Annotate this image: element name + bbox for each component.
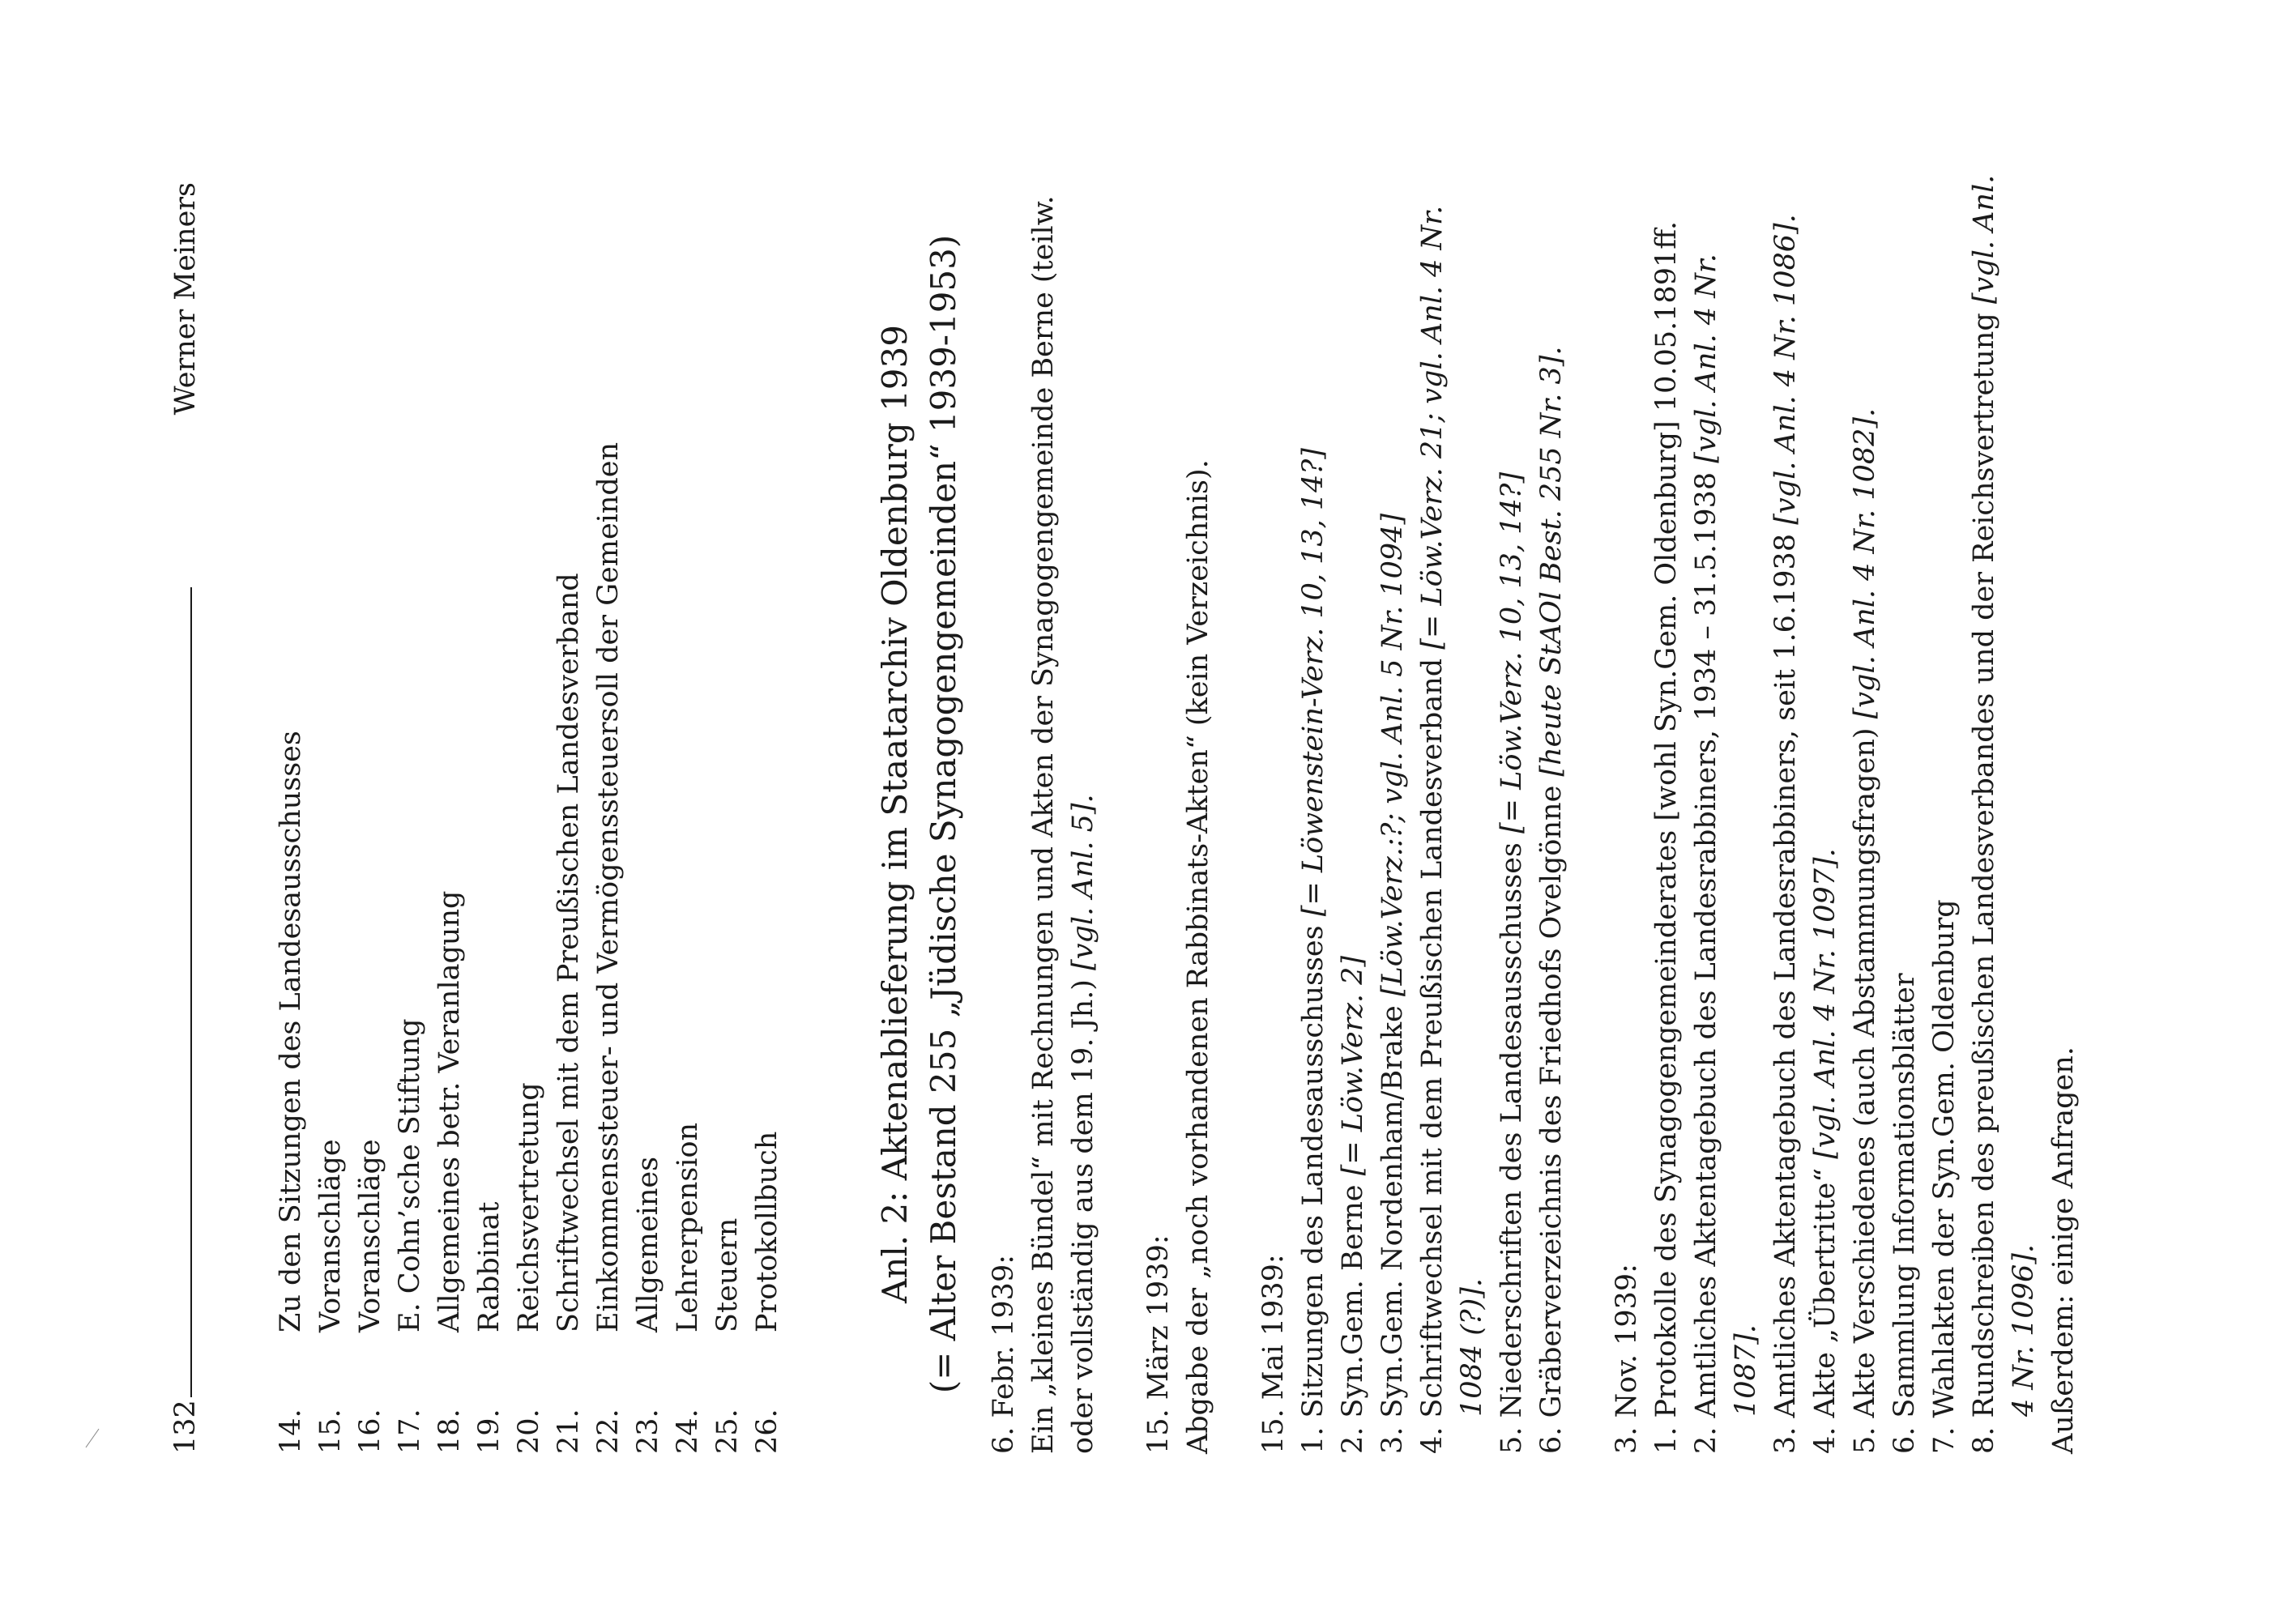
item-number: 24.	[672, 1409, 704, 1454]
delivery-date: 15. März 1939:	[1142, 1234, 1175, 1454]
item-title: Lehrerpension	[672, 1122, 704, 1332]
delivery-description	[1024, 174, 1103, 1454]
list-item	[1373, 174, 1413, 1454]
cross-reference: [= Löw.Verz. 10, 13, 14?]	[1496, 471, 1528, 833]
header-rule	[190, 587, 192, 1397]
file-list	[271, 174, 787, 1454]
section-heading	[871, 174, 968, 1454]
list-item	[1806, 174, 1846, 1454]
list-item	[470, 174, 510, 1454]
list-item	[390, 174, 430, 1454]
item-title: Einkommenssteuer- und Vermögenssteuersoll der Gemeinden	[592, 441, 625, 1332]
delivery-description: Abgabe der „noch vorhandenen Rabbinats-Akten“ (kein Verzeichnis).	[1182, 459, 1214, 1454]
rotated-page-content	[166, 174, 2110, 1454]
page-number: 132	[169, 1400, 202, 1454]
item-title: Allgemeines	[632, 1156, 664, 1332]
list-item	[589, 174, 629, 1454]
item-number: 18.	[433, 1409, 466, 1454]
list-item	[1647, 174, 1687, 1454]
delivery-nov-1939	[1607, 174, 2084, 1454]
item-text: 2. Amtliches Aktentagebuch des Landesrabbiners, 1934 – 31.5.1938	[1690, 463, 1722, 1454]
cross-reference: [vgl. Anl. 4 Nr. 1096].	[1968, 174, 2040, 1417]
cross-reference: [= Löwenstein-Verz. 10, 13, 14?]	[1297, 448, 1329, 917]
item-number: 14.	[275, 1409, 307, 1454]
list-item	[629, 174, 668, 1454]
item-number: 15.	[314, 1409, 347, 1454]
running-head-author: Werner Meiners	[169, 182, 202, 416]
item-title: E. Cohn’sche Stiftung	[394, 1018, 426, 1332]
list-item	[1492, 174, 1532, 1454]
item-title: Allgemeines betr. Veranlagung	[433, 890, 466, 1332]
item-text: 2. Syn.Gem. Berne	[1337, 1175, 1369, 1454]
cross-reference: [heute StAOl Best. 255 Nr. 3].	[1535, 346, 1568, 777]
item-title: Reichsvertretung	[513, 1082, 545, 1332]
list-item	[1885, 174, 1925, 1454]
list-item	[549, 174, 589, 1454]
list-item	[311, 174, 351, 1454]
cross-reference: [Löw.Verz.:?; vgl. Anl. 5 Nr. 1094]	[1376, 513, 1409, 997]
delivery-may-1939	[1254, 174, 1572, 1454]
item-text: 4. Schriftwechsel mit dem Preußischen Landesverband	[1416, 649, 1449, 1454]
item-title: Voranschläge	[354, 1139, 386, 1332]
item-title: Protokollbuch	[751, 1131, 783, 1332]
list-item	[510, 174, 549, 1454]
delivery-date: 3. Nov. 1939:	[1611, 1264, 1643, 1454]
list-item	[1334, 174, 1373, 1454]
list-item	[748, 174, 787, 1454]
item-text: 5. Niederschriften des Landesausschusses	[1496, 833, 1528, 1454]
item-text: 4. Akte „Übertritte“	[1809, 1158, 1841, 1454]
item-title: Steuern	[711, 1217, 744, 1332]
item-number: 22.	[592, 1409, 625, 1454]
item-text: 5. Akte Verschiedenes (auch Abstammungsfragen)	[1849, 718, 1881, 1454]
item-text: 7. Wahlakten der Syn.Gem. Oldenburg	[1928, 899, 1961, 1454]
item-number: 20.	[513, 1409, 545, 1454]
item-text: 6. Sammlung Informationsblätter	[1888, 973, 1921, 1454]
list-item	[708, 174, 748, 1454]
cross-reference: [vgl. Anl. 4 Nr. 1087].	[1690, 254, 1762, 1417]
item-title: Rabbinat	[473, 1201, 506, 1332]
cross-reference: [vgl. Anl. 4 Nr. 1086].	[1769, 214, 1802, 525]
item-text: 1. Sitzungen des Landesausschusses	[1297, 916, 1329, 1454]
pencil-mark	[86, 1429, 100, 1448]
item-text: 6. Gräberverzeichnis des Friedhofs Ovelgönne	[1535, 776, 1568, 1454]
item-number: 21.	[553, 1409, 585, 1454]
list-item	[1965, 174, 2044, 1454]
delivery-date: 6. Febr. 1939:	[988, 1254, 1020, 1454]
item-text: 3. Syn.Gem. Nordenham/Brake	[1376, 996, 1409, 1454]
item-text: 1. Protokolle des Synagogengemeinderates [wohl Syn.Gem. Oldenburg] 10.05.1891ff.	[1650, 221, 1683, 1454]
item-title: Voranschläge	[314, 1139, 347, 1332]
item-number: 16.	[354, 1409, 386, 1454]
item-number: 26.	[751, 1409, 783, 1454]
list-item	[1846, 174, 1885, 1454]
item-title: Schriftwechsel mit dem Preußischen Landesverband	[553, 573, 585, 1332]
closing-note: Außerdem: einige Anfragen.	[2047, 1047, 2080, 1454]
description-text: Ein „kleines Bündel“ mit Rechnungen und Akten der Synagogengemeinde Berne (teilw. oder vollständig aus dem 19. Jh.)	[1027, 195, 1099, 1454]
item-text: 3. Amtliches Aktentagebuch des Landesrabbiners, seit 1.6.1938	[1769, 524, 1802, 1454]
list-item	[1294, 174, 1334, 1454]
page-header	[166, 174, 215, 1454]
list-item	[271, 174, 311, 1454]
list-item	[1925, 174, 1965, 1454]
cross-reference: [vgl. Anl. 4 Nr. 1097].	[1809, 848, 1841, 1159]
list-item	[1413, 174, 1492, 1454]
delivery-feb-1939	[984, 174, 1103, 1454]
item-number: 19.	[473, 1409, 506, 1454]
delivery-sections	[984, 174, 2119, 1454]
list-item	[1687, 174, 1766, 1454]
list-item	[351, 174, 390, 1454]
cross-reference: [vgl. Anl. 4 Nr. 1082].	[1849, 407, 1881, 719]
heading-line-2: (= Alter Bestand 255 „Jüdische Synagogengemeinden“ 1939-1953)	[924, 234, 963, 1394]
delivery-date: 15. Mai 1939:	[1257, 1254, 1290, 1454]
item-number: 17.	[394, 1409, 426, 1454]
cross-reference: [= Löw.Verz. 21; vgl. Anl. 4 Nr. 1084 (?)].	[1416, 205, 1488, 1417]
heading-line-1: Anl. 2: Aktenablieferung im Staatarchiv Oldenburg 1939	[875, 325, 915, 1303]
item-title: Zu den Sitzungen des Landesausschusses	[275, 731, 307, 1332]
item-text: 8. Rundschreiben des preußischen Landesverbandes und der Reichsvertretung	[1968, 304, 2000, 1454]
list-item	[1766, 174, 1806, 1454]
delivery-march-1939	[1139, 174, 1218, 1454]
list-item	[1532, 174, 1572, 1454]
cross-reference: [vgl. Anl. 5].	[1067, 794, 1099, 970]
item-number: 23.	[632, 1409, 664, 1454]
cross-reference: [= Löw.Verz. 2]	[1337, 955, 1369, 1176]
item-number: 25.	[711, 1409, 744, 1454]
list-item	[430, 174, 470, 1454]
list-item	[668, 174, 708, 1454]
